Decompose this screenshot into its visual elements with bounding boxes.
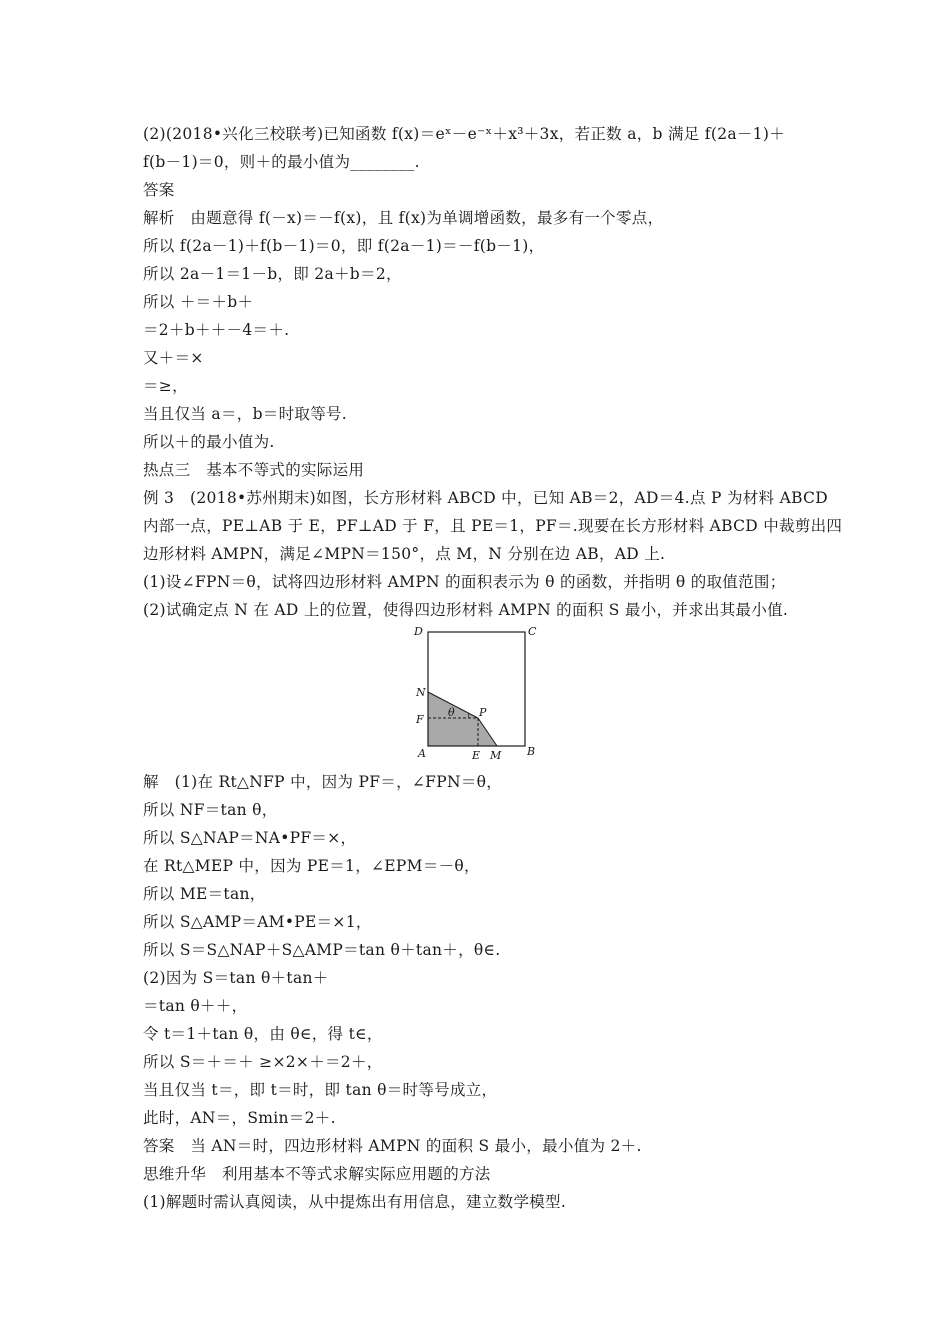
text-line: 所以＋的最小值为. [143,433,275,451]
text-line: ＝≥， [143,377,188,395]
text-line: 所以 2a－1＝1－b，即 2a＋b＝2， [143,265,402,283]
rectangle-diagram [410,620,550,765]
label-b: B [527,745,536,758]
text-line: 所以 S△AMP＝AM•PE＝×1， [143,913,372,931]
text-line: (1)设∠FPN＝θ，试将四边形材料 AMPN 的面积表示为 θ 的函数，并指明 θ 的取值范围； [143,573,786,591]
text-line: 令 t＝1＋tan θ，由 θ∈，得 t∈， [143,1025,383,1043]
text-line: ＝tan θ＋＋， [143,997,248,1015]
text-line: 解析 由题意得 f(－x)＝－f(x)，且 f(x)为单调增函数，最多有一个零点， [143,209,664,227]
text-line: 所以 S△NAP＝NA•PF＝×， [143,829,357,847]
section-heading: 思维升华 利用基本不等式求解实际应用题的方法 [143,1165,491,1183]
text-line: 所以 S＝S△NAP＋S△AMP＝tan θ＋tan＋，θ∈. [143,941,501,959]
text-line: 边形材料 AMPN，满足∠MPN＝150°，点 M，N 分别在边 AB，AD 上. [143,545,666,563]
text-line: 此时，AN＝，Smin＝2＋. [143,1109,336,1127]
text-line: 又＋＝× [143,349,204,367]
label-theta: θ [448,706,455,719]
geometry-figure [410,620,550,765]
text-line: (2)因为 S＝tan θ＋tan＋ [143,969,329,987]
text-line: 所以 S＝＋＝＋ ≥×2×＋＝2＋， [143,1053,383,1071]
label-d: D [414,625,423,638]
text-line: 所以 f(2a－1)＋f(b－1)＝0，即 f(2a－1)＝－f(b－1)， [143,237,545,255]
label-p: P [479,706,487,719]
text-line: (2)试确定点 N 在 AD 上的位置，使得四边形材料 AMPN 的面积 S 最小，并求出其最小值. [143,601,789,619]
text-line: 解 (1)在 Rt△NFP 中，因为 PF＝，∠FPN＝θ， [143,773,503,791]
shaded-region [428,692,497,746]
text-line: f(b－1)＝0，则＋的最小值为________. [143,153,420,171]
text-line: 当且仅当 t＝，即 t＝时，即 tan θ＝时等号成立， [143,1081,498,1099]
text-line: (2)(2018•兴化三校联考)已知函数 f(x)＝eˣ－e⁻ˣ＋x³＋3x，若正数 a，b 满足 f(2a－1)＋ [143,125,786,143]
text-line: 当且仅当 a＝，b＝时取等号. [143,405,348,423]
text-line: 答案 [143,181,175,199]
label-m: M [490,749,502,762]
text-line: 例 3 (2018•苏州期末)如图，长方形材料 ABCD 中，已知 AB＝2，AD＝4.点 P 为材料 ABCD [143,489,828,507]
label-a: A [418,747,426,760]
text-line: 在 Rt△MEP 中，因为 PE＝1，∠EPM＝－θ， [143,857,480,875]
text-line: 所以 ME＝tan， [143,885,266,903]
label-n: N [416,686,426,699]
text-line: ＝2＋b＋＋－4＝＋. [143,321,290,339]
text-line: 所以 NF＝tan θ， [143,801,278,819]
text-line: 所以 ＋＝＋b＋ [143,293,254,311]
section-heading: 热点三 基本不等式的实际运用 [143,461,365,479]
label-f: F [416,713,424,726]
text-line: 答案 当 AN＝时，四边形材料 AMPN 的面积 S 最小，最小值为 2＋. [143,1137,642,1155]
label-e: E [472,749,481,762]
text-line: (1)解题时需认真阅读，从中提炼出有用信息，建立数学模型. [143,1193,567,1211]
label-c: C [528,625,537,638]
text-line: 内部一点，PE⊥AB 于 E，PF⊥AD 于 F，且 PE＝1，PF＝.现要在长方形材料 ABCD 中裁剪出四 [143,517,843,535]
